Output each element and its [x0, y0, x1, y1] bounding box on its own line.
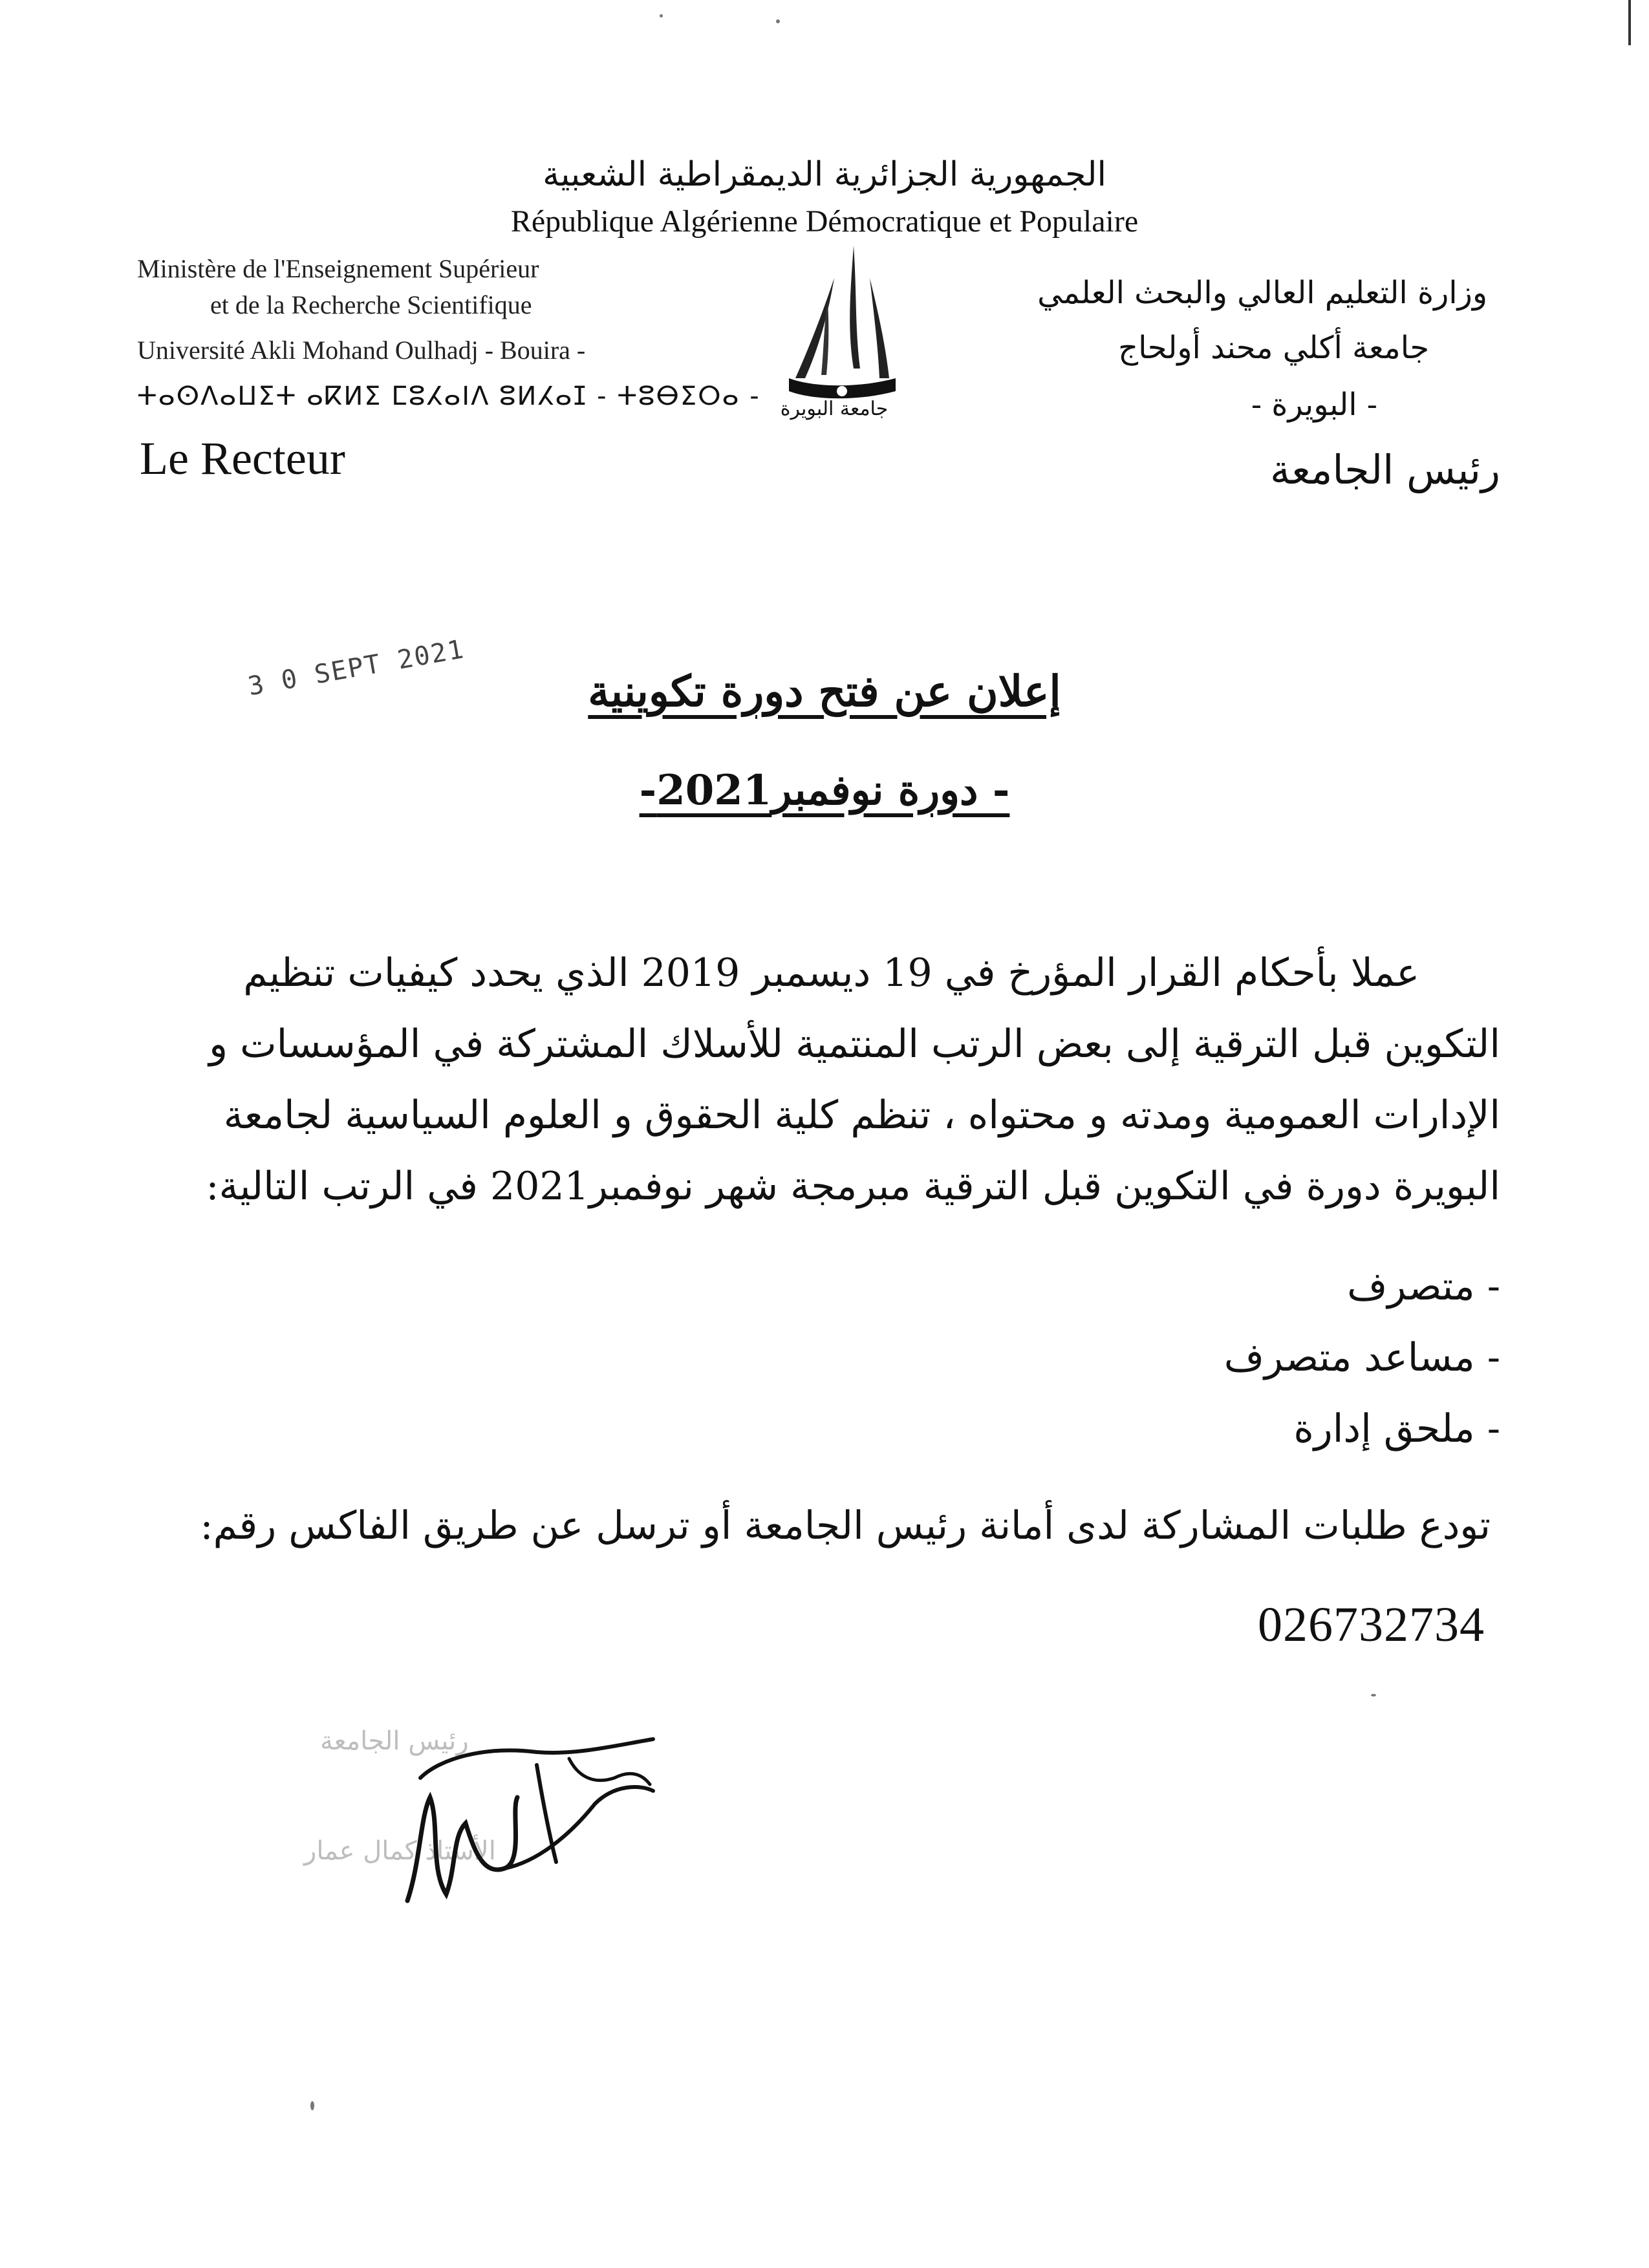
logo-caption: جامعة البويرة	[780, 398, 889, 420]
grade-list-item: - ملحق إدارة	[1293, 1406, 1500, 1451]
scan-speck	[660, 14, 663, 17]
country-name-french: République Algérienne Démocratique et Populaire	[510, 204, 1139, 239]
date-stamp: 3 0 SEPT 2021	[246, 634, 467, 702]
scan-speck	[310, 2101, 314, 2110]
body-paragraph-line: عملا بأحكام القرار المؤرخ في 19 ديسمبر 2019 الذي يحدد كيفيات تنظيم	[243, 950, 1419, 996]
submission-instructions: تودع طلبات المشاركة لدى أمانة رئيس الجامعة أو ترسل عن طريق الفاكس رقم:	[200, 1503, 1491, 1548]
body-paragraph-line: البويرة دورة في التكوين قبل الترقية مبرمجة شهر نوفمبر2021 في الرتب التالية:	[206, 1164, 1500, 1209]
signature-stamp-name: الأستاذ كمال عمار	[304, 1836, 496, 1866]
scan-edge	[1628, 0, 1631, 45]
body-paragraph-line: الإدارات العمومية ومدته و محتواه ، تنظم كلية الحقوق و العلوم السياسية لجامعة	[223, 1093, 1500, 1138]
ministry-name-arabic: وزارة التعليم العالي والبحث العلمي	[1037, 275, 1487, 311]
ministry-name-french-line1: Ministère de l'Enseignement Supérieur	[137, 254, 539, 283]
signature-stamp-title: رئيس الجامعة	[320, 1726, 469, 1756]
grade-list-item: - متصرف	[1347, 1264, 1500, 1309]
announcement-title	[0, 666, 1649, 716]
country-name-arabic: الجمهورية الجزائرية الديمقراطية الشعبية	[543, 155, 1106, 194]
scan-speck	[776, 19, 780, 23]
body-paragraph-line: التكوين قبل الترقية إلى بعض الرتب المنتمية للأسلاك المشتركة في المؤسسات و	[209, 1022, 1500, 1067]
university-name-french: Université Akli Mohand Oulhadj - Bouira -	[137, 336, 586, 365]
announcement-subtitle	[0, 766, 1649, 815]
announcement-subtitle-text: - دورة نوفمبر2021-	[639, 766, 1010, 815]
handwritten-signature-icon	[291, 1707, 705, 1920]
rector-title-french: Le Recteur	[140, 433, 345, 484]
fax-number: 026732734	[1258, 1598, 1485, 1652]
university-name-arabic: جامعة أكلي محند أولحاج	[1118, 330, 1429, 366]
university-name-tifinagh: ⵜⴰⵙⴷⴰⵡⵉⵜ ⴰⴽⵍⵉ ⵎⵓⵃⴰⵏⴷ ⵓⵍⵃⴰⵊ - ⵜⵓⴱⵉⵔⴰ -	[137, 381, 760, 411]
announcement-title-text: إعلان عن فتح دورة تكوينية	[588, 666, 1061, 716]
scan-speck	[1371, 1694, 1376, 1696]
grade-list-item: - مساعد متصرف	[1223, 1335, 1500, 1380]
ministry-name-french-line2: et de la Recherche Scientifique	[210, 290, 532, 319]
rector-title-arabic: رئيس الجامعة	[1269, 446, 1500, 493]
city-name-arabic: - البويرة -	[1251, 387, 1377, 423]
